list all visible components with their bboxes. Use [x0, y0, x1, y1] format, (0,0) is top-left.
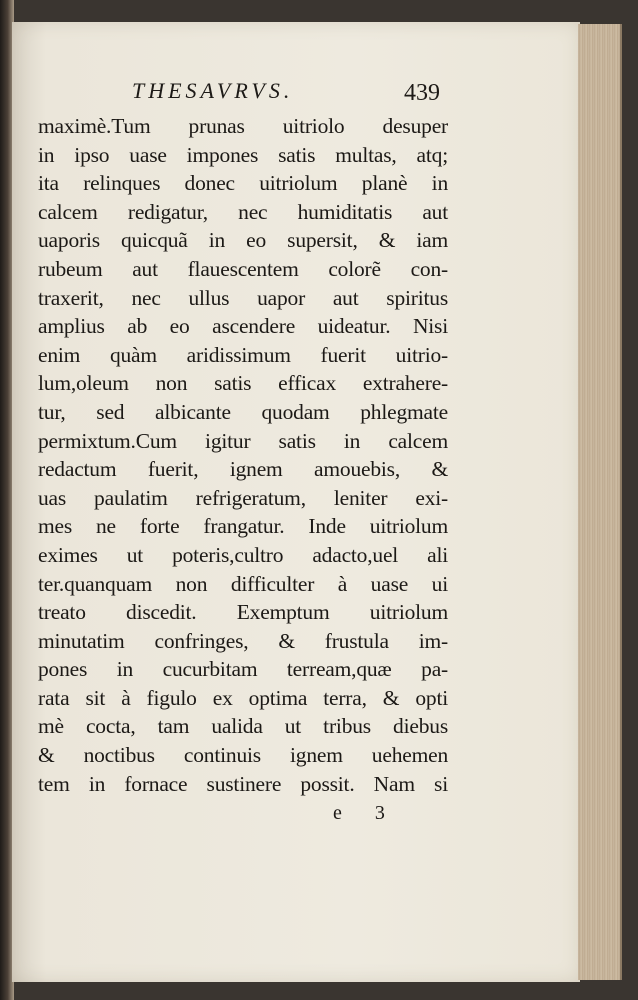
text-line: uaporis quicquã in eo supersit, & iam — [38, 228, 448, 253]
text-line: tem in fornace sustinere possit. Nam si — [38, 771, 448, 796]
text-line: amplius ab eo ascendere uideatur. Nisi — [38, 314, 448, 339]
page-edges — [578, 24, 622, 980]
text-line: maximè.Tum prunas uitriolo desuper — [38, 114, 448, 138]
text-line: & noctibus continuis ignem uehemen — [38, 743, 448, 768]
text-line: permixtum.Cum igitur satis in calcem — [38, 428, 448, 453]
text-line: mes ne forte frangatur. Inde uitriolum — [38, 514, 448, 539]
running-title: THESAVRVS. — [132, 78, 294, 103]
text-line: redactum fuerit, ignem amouebis, & — [38, 457, 448, 482]
text-line: rata sit à figulo ex optima terra, & opti — [38, 685, 448, 710]
text-line: eximes ut poteris,cultro adacto,uel ali — [38, 542, 448, 567]
signature-mark: e 3 — [333, 802, 399, 824]
text-line: minutatim confringes, & frustula im- — [38, 628, 448, 653]
text-line: pones in cucurbitam terream,quæ pa- — [38, 657, 448, 682]
page-number: 439 — [404, 80, 440, 106]
text-line: mè cocta, tam ualida ut tribus diebus — [38, 714, 448, 739]
text-line: tur, sed albicante quodam phlegmate — [38, 399, 448, 424]
text-line: traxerit, nec ullus uapor aut spiritus — [38, 285, 448, 310]
text-line: lum,oleum non satis efficax extrahere- — [38, 371, 448, 396]
text-line: in ipso uase impones satis multas, atq; — [38, 142, 448, 167]
body-text — [38, 112, 448, 798]
page-header — [118, 78, 468, 108]
text-line: uas paulatim refrigeratum, leniter exi- — [38, 485, 448, 510]
text-line: enim quàm aridissimum fuerit uitrio- — [38, 342, 448, 367]
text-line: calcem redigatur, nec humiditatis aut — [38, 199, 448, 224]
text-line: ter.quanquam non difficulter à uase ui — [38, 571, 448, 596]
text-line: ita relinques donec uitriolum planè in — [38, 171, 448, 196]
text-line: treato discedit. Exemptum uitriolum — [38, 600, 448, 625]
text-line: rubeum aut flauescentem colorẽ con- — [38, 256, 448, 281]
